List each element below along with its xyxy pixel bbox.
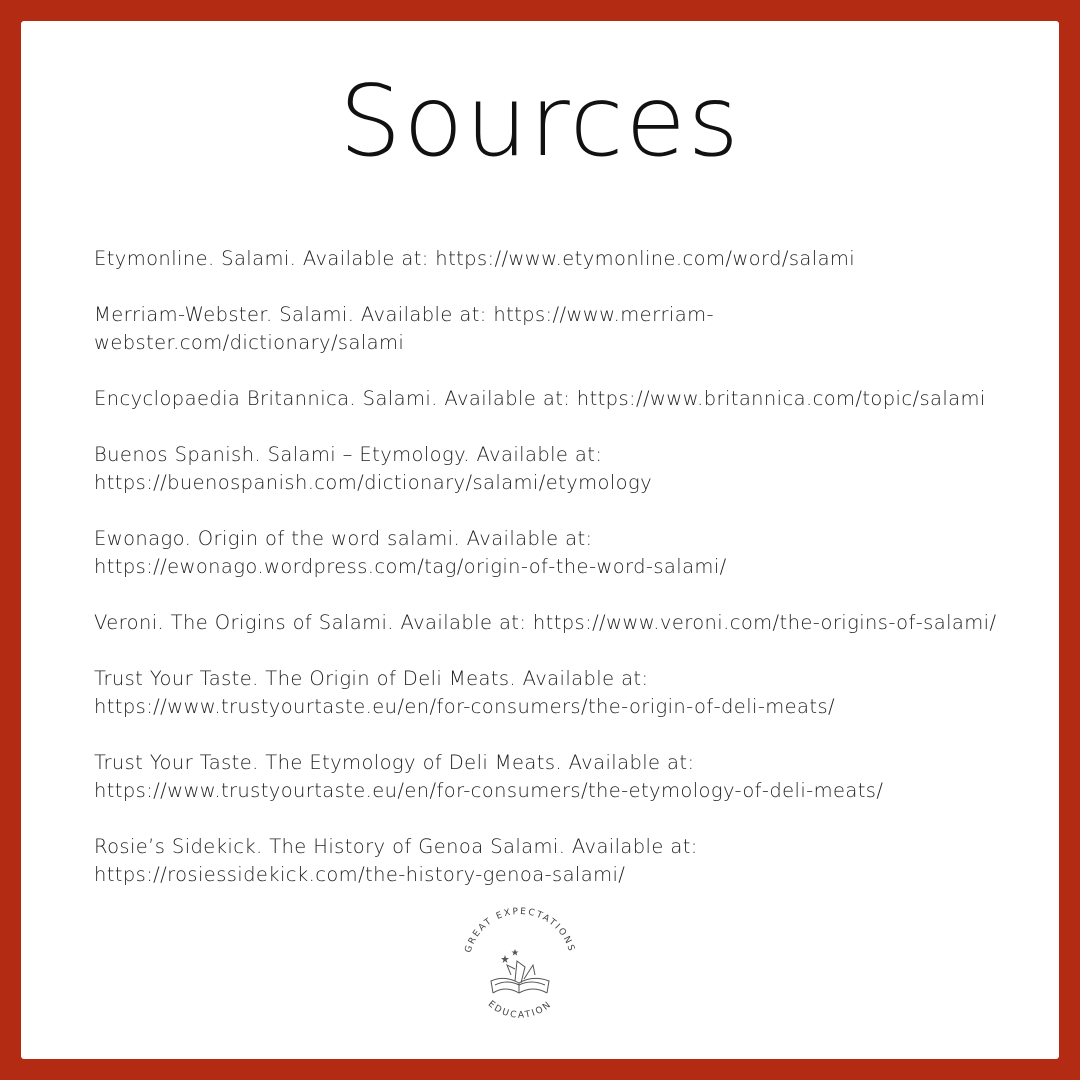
source-text-line: Trust Your Taste. The Etymology of Deli Meats. Available at: xyxy=(94,751,695,774)
page-title: Sources xyxy=(339,65,741,179)
source-item xyxy=(94,833,1014,889)
source-text-line: Ewonago. Origin of the word salami. Available at: xyxy=(94,527,593,550)
source-text-line: https://buenospanish.com/dictionary/salami/etymology xyxy=(94,471,653,494)
sources-list xyxy=(94,245,1014,917)
star-icon xyxy=(501,949,519,963)
source-text-line: https://www.trustyourtaste.eu/en/for-consumers/the-origin-of-deli-meats/ xyxy=(94,695,835,718)
source-item xyxy=(94,441,1014,497)
source-text-line: webster.com/dictionary/salami xyxy=(94,331,405,354)
logo-bottom-text: EDUCATION xyxy=(485,999,555,1021)
source-item xyxy=(94,665,1014,721)
source-text-line: Rosie’s Sidekick. The History of Genoa Salami. Available at: xyxy=(94,835,698,858)
source-item xyxy=(94,301,1014,357)
great-expectations-logo xyxy=(455,895,585,1025)
source-item xyxy=(94,609,1014,637)
logo-top-text: GREAT EXPECTATIONS xyxy=(463,906,577,955)
source-text-line: Etymonline. Salami. Available at: https://www.etymonline.com/word/salami xyxy=(94,247,856,270)
source-item xyxy=(94,385,1014,413)
source-text-line: https://rosiessidekick.com/the-history-genoa-salami/ xyxy=(94,863,626,886)
source-item xyxy=(94,525,1014,581)
source-text-line: Veroni. The Origins of Salami. Available at: https://www.veroni.com/the-origins-of-salami/ xyxy=(94,611,997,634)
source-text-line: https://ewonago.wordpress.com/tag/origin-of-the-word-salami/ xyxy=(94,555,727,578)
source-text-line: Encyclopaedia Britannica. Salami. Available at: https://www.britannica.com/topic/salami xyxy=(94,387,986,410)
source-text-line: Merriam-Webster. Salami. Available at: https://www.merriam- xyxy=(94,303,714,326)
source-text-line: Buenos Spanish. Salami – Etymology. Available at: xyxy=(94,443,603,466)
source-text-line: Trust Your Taste. The Origin of Deli Meats. Available at: xyxy=(94,667,649,690)
source-item xyxy=(94,749,1014,805)
source-text-line: https://www.trustyourtaste.eu/en/for-consumers/the-etymology-of-deli-meats/ xyxy=(94,779,884,802)
source-item xyxy=(94,245,1014,273)
open-book-icon xyxy=(491,961,549,993)
